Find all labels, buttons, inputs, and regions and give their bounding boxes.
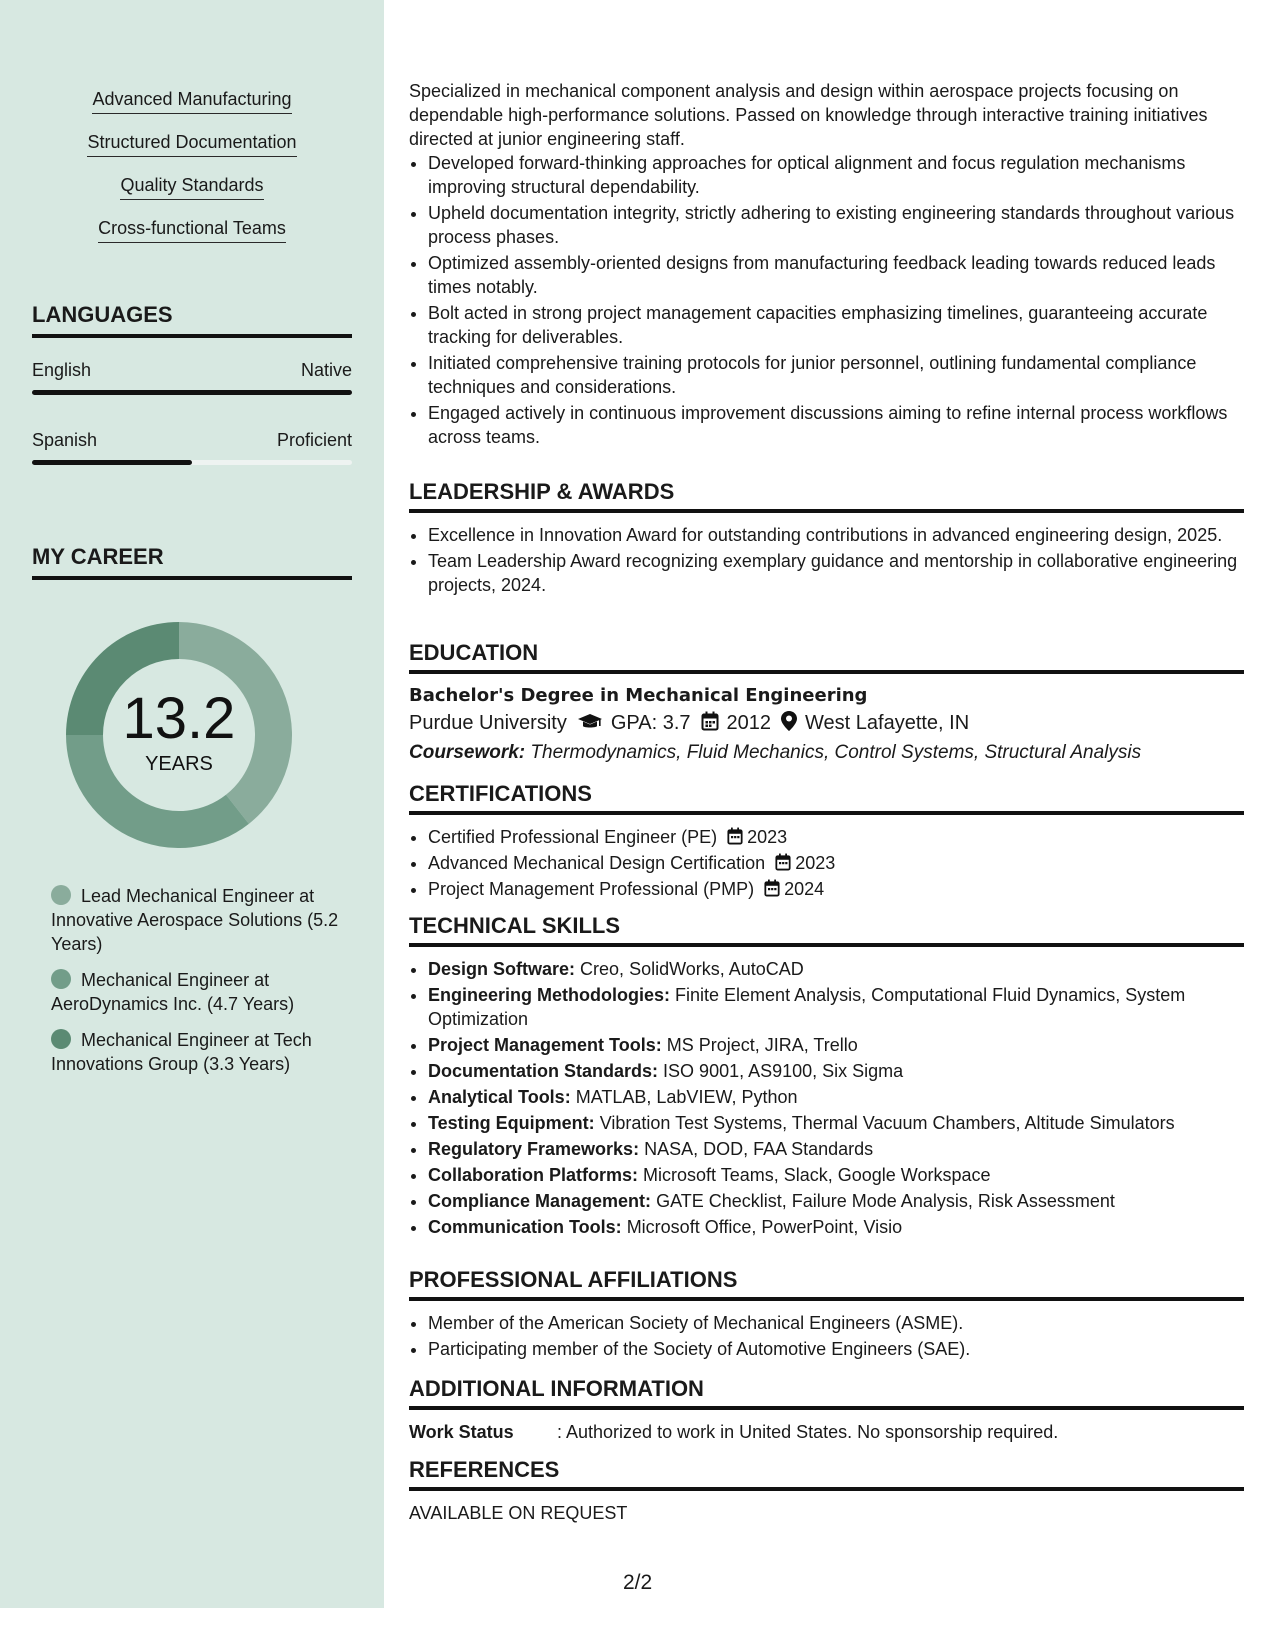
language-level: Native bbox=[300, 360, 352, 380]
work-status-label: Work Status bbox=[409, 1422, 514, 1442]
skill-tag: Cross-functional Teams bbox=[98, 217, 286, 243]
section-title: CERTIFICATIONS bbox=[409, 781, 1244, 815]
list-item: • Initiated comprehensive training protocols for junior personnel, outlining fundamental compliance techniques and considerations. bbox=[428, 351, 1244, 399]
coursework-list: Thermodynamics, Fluid Mechanics, Control Systems, Structural Analysis bbox=[530, 742, 1142, 763]
section-title: TECHNICAL SKILLS bbox=[409, 913, 1244, 947]
list-item bbox=[428, 851, 1244, 875]
section-title: PROFESSIONAL AFFILIATIONS bbox=[409, 1267, 1244, 1301]
skill-values: MS Project, JIRA, Trello bbox=[666, 1035, 858, 1055]
skill-values: Microsoft Office, PowerPoint, Visio bbox=[626, 1217, 903, 1237]
career-legend bbox=[51, 884, 341, 1088]
section-title: LEADERSHIP & AWARDS bbox=[409, 479, 1244, 513]
list-item bbox=[428, 1215, 1244, 1239]
skill-category: Engineering Methodologies: bbox=[428, 985, 670, 1005]
list-item bbox=[428, 1137, 1244, 1161]
career-total-unit: YEARS bbox=[145, 752, 213, 775]
cert-name: Advanced Mechanical Design Certification bbox=[428, 853, 766, 873]
career-item bbox=[51, 1028, 341, 1076]
skill-values: ISO 9001, AS9100, Six Sigma bbox=[663, 1061, 904, 1081]
skill-category: Documentation Standards: bbox=[428, 1061, 659, 1081]
list-item bbox=[428, 957, 1244, 981]
list-item: • Upheld documentation integrity, strictly adhering to existing engineering standards throughout various process phases. bbox=[428, 201, 1244, 249]
education-degree: Bachelor's Degree in Mechanical Engineering bbox=[409, 685, 868, 706]
list-item: • Excellence in Innovation Award for outstanding contributions in advanced engineering design, 2025. bbox=[428, 523, 1244, 547]
cert-name: Certified Professional Engineer (PE) bbox=[428, 827, 718, 847]
legend-dot bbox=[51, 969, 71, 989]
education-section bbox=[409, 640, 1244, 768]
list-item bbox=[428, 1163, 1244, 1187]
education-coursework bbox=[409, 738, 1244, 768]
skill-values: GATE Checklist, Failure Mode Analysis, Risk Assessment bbox=[656, 1191, 1115, 1211]
skill-category: Analytical Tools: bbox=[428, 1087, 571, 1107]
additional-info-section bbox=[409, 1376, 1244, 1444]
experience-summary: Specialized in mechanical component analysis and design within aerospace projects focusing on dependable high-performance solutions. Passed on knowledge through interactive training initiatives directed at junior engineering staff. bbox=[409, 81, 1208, 149]
skill-category: Regulatory Frameworks: bbox=[428, 1139, 640, 1159]
skill-values: MATLAB, LabVIEW, Python bbox=[575, 1087, 798, 1107]
donut-center bbox=[66, 622, 292, 848]
skill-values: Vibration Test Systems, Thermal Vacuum Chambers, Altitude Simulators bbox=[599, 1113, 1175, 1133]
graduation-cap-icon bbox=[577, 713, 603, 731]
skill-category: Collaboration Platforms: bbox=[428, 1165, 639, 1185]
skill-tag: Advanced Manufacturing bbox=[92, 88, 291, 114]
work-status-row bbox=[409, 1420, 1244, 1444]
list-item bbox=[428, 1189, 1244, 1213]
career-total-years: 13.2 bbox=[122, 685, 236, 751]
list-item bbox=[428, 825, 1244, 849]
page-number: 2/2 bbox=[623, 1571, 653, 1594]
list-item: • Bolt acted in strong project management capacities emphasizing timelines, guaranteeing accurate tracking for deliverables. bbox=[428, 301, 1244, 349]
legend-dot bbox=[51, 1029, 71, 1049]
references-section bbox=[409, 1457, 1244, 1525]
skill-values: Creo, SolidWorks, AutoCAD bbox=[580, 959, 804, 979]
career-item bbox=[51, 884, 341, 956]
skill-tag: Quality Standards bbox=[120, 174, 263, 200]
language-bar-spanish bbox=[32, 460, 352, 465]
skill-category: Project Management Tools: bbox=[428, 1035, 662, 1055]
language-name: English bbox=[32, 360, 92, 380]
calendar-icon bbox=[701, 711, 719, 731]
skill-category: Communication Tools: bbox=[428, 1217, 622, 1237]
language-bar-english bbox=[32, 390, 352, 395]
career-item bbox=[51, 968, 341, 1016]
cert-name: Project Management Professional (PMP) bbox=[428, 879, 755, 899]
education-school: Purdue University bbox=[409, 712, 567, 734]
education-details bbox=[409, 708, 1244, 738]
list-item: • Optimized assembly-oriented designs from manufacturing feedback leading towards reduced leads times notably. bbox=[428, 251, 1244, 299]
certifications-section bbox=[409, 781, 1244, 903]
affiliations-section bbox=[409, 1267, 1244, 1363]
career-heading: MY CAREER bbox=[32, 544, 352, 580]
skill-values: Finite Element Analysis, Computational Fluid Dynamics, System Optimization bbox=[428, 985, 1186, 1029]
technical-skills-section bbox=[409, 913, 1244, 1241]
legend-dot bbox=[51, 885, 71, 905]
language-row-english bbox=[32, 360, 352, 381]
list-item bbox=[428, 1111, 1244, 1135]
leadership-section bbox=[409, 479, 1244, 599]
skill-tag: Structured Documentation bbox=[87, 131, 296, 157]
experience-block bbox=[409, 79, 1244, 451]
coursework-label: Coursework: bbox=[409, 742, 526, 763]
sidebar bbox=[0, 0, 384, 1608]
list-item: • Participating member of the Society of Automotive Engineers (SAE). bbox=[428, 1337, 1244, 1361]
calendar-icon bbox=[775, 853, 791, 871]
skill-values: Microsoft Teams, Slack, Google Workspace bbox=[643, 1165, 991, 1185]
cert-year: 2023 bbox=[795, 853, 836, 873]
section-title: ADDITIONAL INFORMATION bbox=[409, 1376, 1244, 1410]
education-year: 2012 bbox=[726, 712, 772, 734]
section-title: REFERENCES bbox=[409, 1457, 1244, 1491]
list-item bbox=[428, 1033, 1244, 1057]
language-bar-fill bbox=[32, 460, 192, 465]
language-bar-fill bbox=[32, 390, 352, 395]
skill-values: NASA, DOD, FAA Standards bbox=[644, 1139, 874, 1159]
list-item bbox=[428, 877, 1244, 901]
calendar-icon bbox=[764, 879, 780, 897]
career-label: Lead Mechanical Engineer at Innovative Aerospace Solutions (5.2 Years) bbox=[51, 886, 339, 954]
section-title: EDUCATION bbox=[409, 640, 1244, 674]
list-item bbox=[428, 983, 1244, 1031]
list-item: • Developed forward-thinking approaches for optical alignment and focus regulation mechanisms improving structural dependability. bbox=[428, 151, 1244, 199]
education-gpa: GPA: 3.7 bbox=[610, 712, 691, 734]
list-item bbox=[428, 1085, 1244, 1109]
skill-category: Compliance Management: bbox=[428, 1191, 652, 1211]
languages-heading: LANGUAGES bbox=[32, 302, 352, 338]
skill-category: Testing Equipment: bbox=[428, 1113, 595, 1133]
cert-year: 2024 bbox=[784, 879, 825, 899]
skill-tags bbox=[32, 88, 352, 260]
language-row-spanish bbox=[32, 430, 352, 451]
work-status-value: : Authorized to work in United States. No sponsorship required. bbox=[557, 1422, 1059, 1442]
career-donut-chart bbox=[66, 622, 292, 848]
list-item: • Member of the American Society of Mechanical Engineers (ASME). bbox=[428, 1311, 1244, 1335]
career-label: Mechanical Engineer at Tech Innovations Group (3.3 Years) bbox=[51, 1030, 312, 1074]
references-text: AVAILABLE ON REQUEST bbox=[409, 1503, 628, 1523]
list-item bbox=[428, 1059, 1244, 1083]
list-item: • Team Leadership Award recognizing exemplary guidance and mentorship in collaborative engineering projects, 2024. bbox=[428, 549, 1244, 597]
education-location: West Lafayette, IN bbox=[805, 712, 970, 734]
experience-bullets bbox=[409, 151, 1244, 449]
location-pin-icon bbox=[781, 711, 797, 731]
list-item: • Engaged actively in continuous improvement discussions aiming to refine internal process workflows across teams. bbox=[428, 401, 1244, 449]
language-level: Proficient bbox=[276, 430, 352, 450]
cert-year: 2023 bbox=[747, 827, 788, 847]
career-label: Mechanical Engineer at AeroDynamics Inc. (4.7 Years) bbox=[51, 970, 295, 1014]
skill-category: Design Software: bbox=[428, 959, 576, 979]
language-name: Spanish bbox=[32, 430, 98, 450]
calendar-icon bbox=[727, 827, 743, 845]
